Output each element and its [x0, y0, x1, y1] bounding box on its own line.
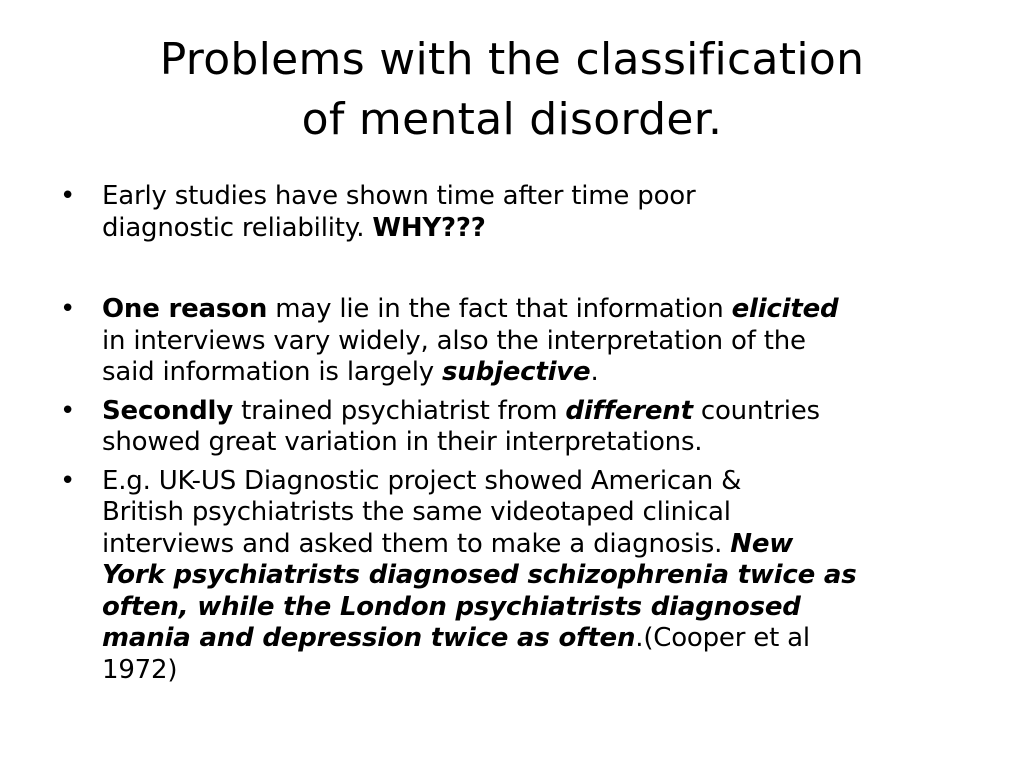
- bullet-text: [102, 294, 963, 389]
- elicited-emphasis: elicited: [731, 294, 839, 324]
- text-run: said information is largely: [102, 357, 442, 387]
- text-line: [102, 396, 963, 428]
- text-line: E.g. UK-US Diagnostic project showed American &: [102, 465, 742, 496]
- text-line: [102, 294, 963, 326]
- bullet-secondly: [58, 396, 963, 459]
- text-line: in interviews vary widely, also the interpretation of the: [102, 325, 806, 356]
- secondly-lead: Secondly: [102, 395, 234, 426]
- text-line: [102, 529, 963, 561]
- citation: .(Cooper et al: [635, 623, 810, 653]
- text-line: [102, 213, 963, 245]
- bullet-text: [102, 181, 963, 244]
- finding-emphasis: mania and depression twice as often: [102, 623, 636, 653]
- slide-title: [40, 30, 984, 150]
- text-line: showed great variation in their interpretations.: [102, 427, 703, 457]
- one-reason-lead: One reason: [102, 294, 268, 324]
- text-run: trained psychiatrist from: [233, 395, 566, 426]
- text-line: British psychiatrists the same videotaped clinical: [102, 497, 731, 527]
- text-line: [102, 623, 963, 655]
- bullet-dot-icon: •: [60, 181, 76, 211]
- bullet-uk-us-project: [58, 466, 963, 687]
- finding-emphasis: New: [730, 528, 794, 559]
- text-run: .: [590, 357, 599, 387]
- finding-line: York psychiatrists diagnosed schizophrenia twice as: [102, 560, 857, 590]
- text-run: interviews and asked them to make a diagnosis.: [102, 528, 731, 559]
- bullet-list: [58, 181, 963, 686]
- bullet-text: [102, 466, 963, 687]
- title-line: Problems with the classification: [159, 34, 865, 85]
- finding-line: often, while the London psychiatrists diagnosed: [102, 591, 801, 622]
- bullet-dot-icon: •: [60, 395, 76, 426]
- bullet-dot-icon: •: [60, 465, 76, 496]
- subjective-emphasis: subjective: [442, 357, 591, 387]
- text-run: may lie in the fact that information: [267, 294, 732, 324]
- text-run: diagnostic reliability.: [102, 212, 373, 243]
- text-line: [102, 357, 963, 389]
- text-line: Early studies have shown time after time poor: [102, 181, 696, 211]
- bullet-text: [102, 396, 963, 459]
- title-line: of mental disorder.: [301, 94, 723, 145]
- text-run: countries: [692, 395, 820, 426]
- bullet-dot-icon: •: [60, 294, 76, 324]
- citation: 1972): [102, 654, 178, 685]
- different-emphasis: different: [565, 395, 693, 426]
- bullet-early-studies: [58, 181, 963, 244]
- bullet-one-reason: [58, 294, 963, 389]
- why-emphasis: WHY???: [372, 212, 486, 243]
